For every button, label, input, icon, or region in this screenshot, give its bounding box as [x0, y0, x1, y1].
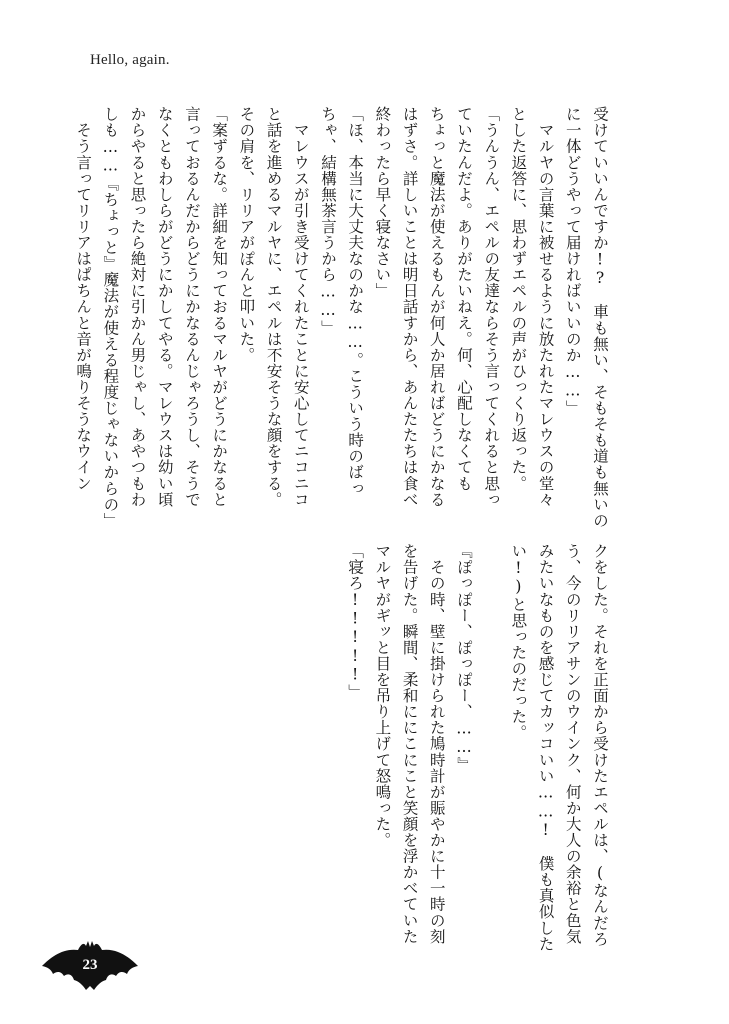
text-line: ちゃ、結構無茶言うから……」 — [318, 106, 337, 336]
text-line: クをした。それを正面から受けたエペルは、(なんだろ — [591, 543, 609, 947]
text-line: マルヤの言葉に被せるように放たれたマレウスの堂々 — [536, 106, 555, 508]
text-line: 終わったら早く寝なさい」 — [373, 106, 392, 299]
page-number: 23 — [82, 957, 98, 973]
text-line: 「ほ、本当に大丈夫なのかな……。こういう時のばっ — [346, 106, 365, 497]
text-line: しも……『ちょっと』魔法が使える程度じゃないからの」 — [101, 106, 120, 529]
text-line: 「案ずるな。詳細を知っておるマルヤがどうにかなると — [210, 106, 229, 508]
running-header: Hello, again. — [90, 52, 170, 68]
blank-line — [477, 543, 504, 933]
text-line: マルヤがギッと目を吊り上げて怒鳴った。 — [373, 543, 392, 848]
text-line: からやると思ったら絶対に引かん男じゃし、あやつもわ — [128, 106, 147, 508]
text-line: 言っておるんだからどうにかなるんじゃろうし、そうで — [182, 106, 201, 508]
text-line: に一体どうやって届ければいいのか……」 — [563, 106, 582, 416]
text-line: みたいなものを感じてカッコいい……! 僕も真似した — [536, 543, 555, 952]
text-line: 受けていいんですか!? 車も無い、そもそも道も無いの — [591, 106, 609, 529]
text-line: ちょっと魔法が使えるもんが何人か居ればどうにかなる — [427, 106, 446, 508]
text-line: そう言ってリリアはぱちんと音が鳴りそうなウイン — [74, 106, 93, 492]
text-line: 『ぽっぽー、ぽっぽー、……』 — [454, 543, 473, 773]
bat-icon — [40, 936, 140, 992]
text-line: う、今のリリアサンのウインク、何か大人の余裕と色気 — [563, 543, 582, 945]
text-line: なくともわしらがどうにかしてやる。マレウスは幼い頃 — [155, 106, 174, 508]
text-line: マレウスが引き受けてくれたことに安心してニコニコ — [291, 106, 310, 508]
text-line: と話を進めるマルヤに、エペルは不安そうな顔をする。 — [264, 106, 283, 508]
text-line: その肩を、リリアがぽんと叩いた。 — [237, 106, 256, 363]
page-number-folio — [40, 936, 140, 992]
text-line: はずさ。詳しいことは明日話すから、あんたたちは食べ — [400, 106, 419, 508]
text-line: その時、壁に掛けられた鳩時計が賑やかに十一時の刻 — [427, 543, 446, 945]
text-line: 「寝ろ!!!!!」 — [346, 543, 365, 700]
text-line: ていたんだよ。ありがたいねえ。何、心配しなくても — [454, 106, 473, 492]
text-line: を告げた。瞬間、柔和ににこにこと笑顔を浮かべていた — [400, 543, 419, 945]
text-line: い!)と思ったのだった。 — [509, 543, 528, 741]
text-line: 「うんうん、エペルの友達ならそう言ってくれると思っ — [482, 106, 501, 508]
text-line: とした返答に、思わずエペルの声がひっくり返った。 — [509, 106, 528, 492]
upper-text-block — [69, 106, 613, 529]
lower-text-block — [341, 543, 613, 952]
